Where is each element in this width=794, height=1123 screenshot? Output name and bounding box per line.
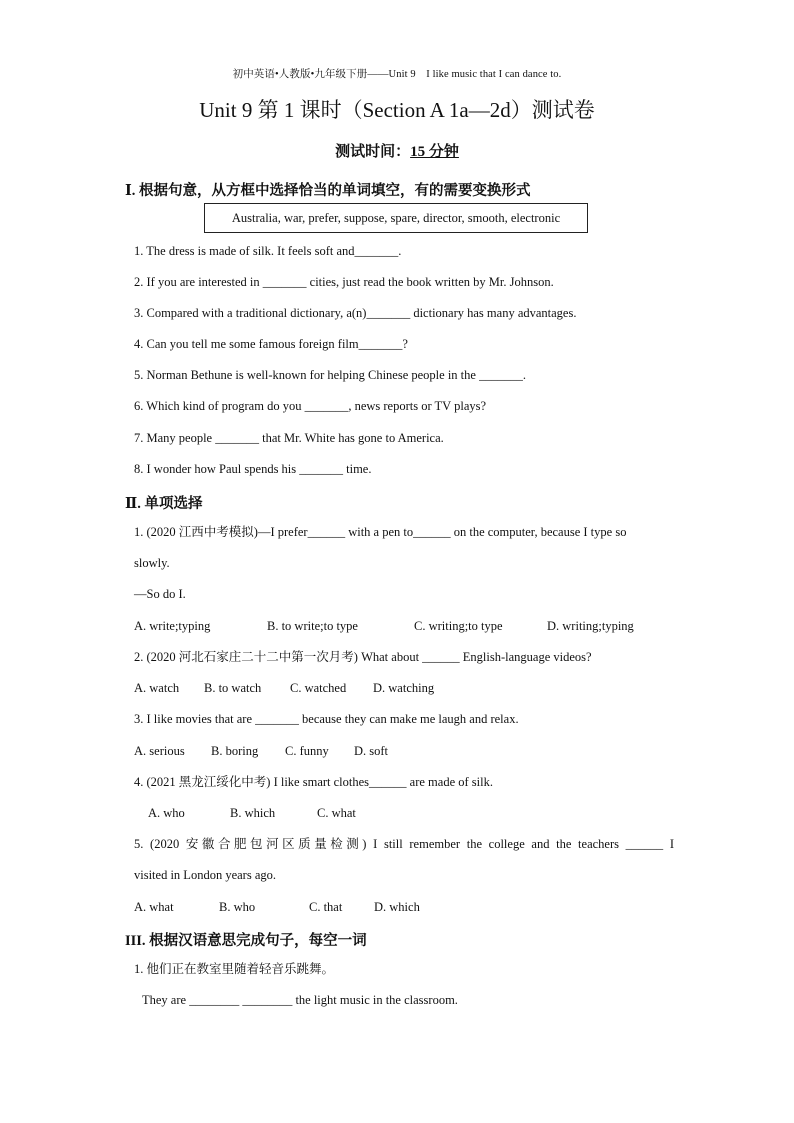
mc-question-5-cont: visited in London years ago.: [134, 868, 276, 882]
fill-item-7: 7. Many people _______ that Mr. White has gone to America.: [134, 431, 444, 445]
option-d: D. which: [374, 900, 420, 914]
test-time: [0, 140, 794, 161]
fill-item-4: 4. Can you tell me some famous foreign film_______?: [134, 337, 408, 351]
option-a: A. serious: [134, 744, 185, 758]
section3-heading: III. 根据汉语意思完成句子，每空一词: [125, 933, 367, 949]
mc-question-5: 5. (2020 安徽合肥包河区质量检测) I still remember the college and the teachers ______ I: [134, 837, 674, 851]
option-c: C. that: [309, 900, 343, 914]
option-a: A. watch: [134, 681, 180, 695]
fill-item-2: 2. If you are interested in _______ cities, just read the book written by Mr. Johnson.: [134, 275, 554, 289]
page-title: Unit 9 第 1 课时（Section A 1a—2d）测试卷: [199, 98, 595, 122]
mc-question-1-reply: —So do I.: [134, 587, 186, 601]
translate-question-1-chinese: 1. 他们正在教室里随着轻音乐跳舞。: [134, 962, 335, 976]
test-time-value: 15 分钟: [410, 144, 459, 160]
option-c: C. funny: [285, 744, 329, 758]
fill-item-3: 3. Compared with a traditional dictionary, a(n)_______ dictionary has many advantages.: [134, 306, 577, 320]
mc-question-2: 2. (2020 河北石家庄二十二中第一次月考) What about ______ English-language videos?: [134, 650, 592, 664]
option-d: D. soft: [354, 744, 389, 758]
mc-question-3: 3. I like movies that are _______ because they can make me laugh and relax.: [134, 712, 519, 726]
option-a: A. write;typing: [134, 619, 211, 633]
running-header: 初中英语•人教版•九年级下册——Unit 9 I like music that I can dance to.: [232, 69, 562, 80]
section2-heading: Ⅱ. 单项选择: [125, 496, 203, 512]
option-c: C. what: [317, 806, 356, 820]
option-a: A. who: [148, 806, 185, 820]
option-d: D. watching: [373, 681, 435, 695]
option-d: D. writing;typing: [547, 619, 634, 633]
test-time-label: 测试时间：: [335, 144, 411, 160]
mc-question-4: 4. (2021 黑龙江绥化中考) I like smart clothes______ are made of silk.: [134, 775, 493, 789]
option-c: C. writing;to type: [414, 619, 503, 633]
option-b: B. to write;to type: [267, 619, 358, 633]
fill-item-8: 8. I wonder how Paul spends his _______ time.: [134, 462, 372, 476]
option-b: B. boring: [211, 744, 259, 758]
option-a: A. what: [134, 900, 174, 914]
mc-question-1: 1. (2020 江西中考模拟)—I prefer______ with a pen to______ on the computer, because I type so: [134, 525, 627, 539]
fill-item-1: 1. The dress is made of silk. It feels soft and_______.: [134, 244, 402, 258]
fill-item-6: 6. Which kind of program do you _______, news reports or TV plays?: [134, 399, 487, 413]
section1-heading: Ⅰ. 根据句意，从方框中选择恰当的单词填空，有的需要变换形式: [125, 183, 531, 199]
option-c: C. watched: [290, 681, 347, 695]
option-b: B. who: [219, 900, 256, 914]
option-b: B. which: [230, 806, 276, 820]
mc-question-1-cont: slowly.: [134, 556, 170, 570]
fill-item-5: 5. Norman Bethune is well-known for helping Chinese people in the _______.: [134, 368, 526, 382]
word-box: Australia, war, prefer, suppose, spare, director, smooth, electronic: [204, 203, 588, 233]
translate-question-1-english: They are ________ ________ the light music in the classroom.: [142, 993, 458, 1007]
option-b: B. to watch: [204, 681, 262, 695]
